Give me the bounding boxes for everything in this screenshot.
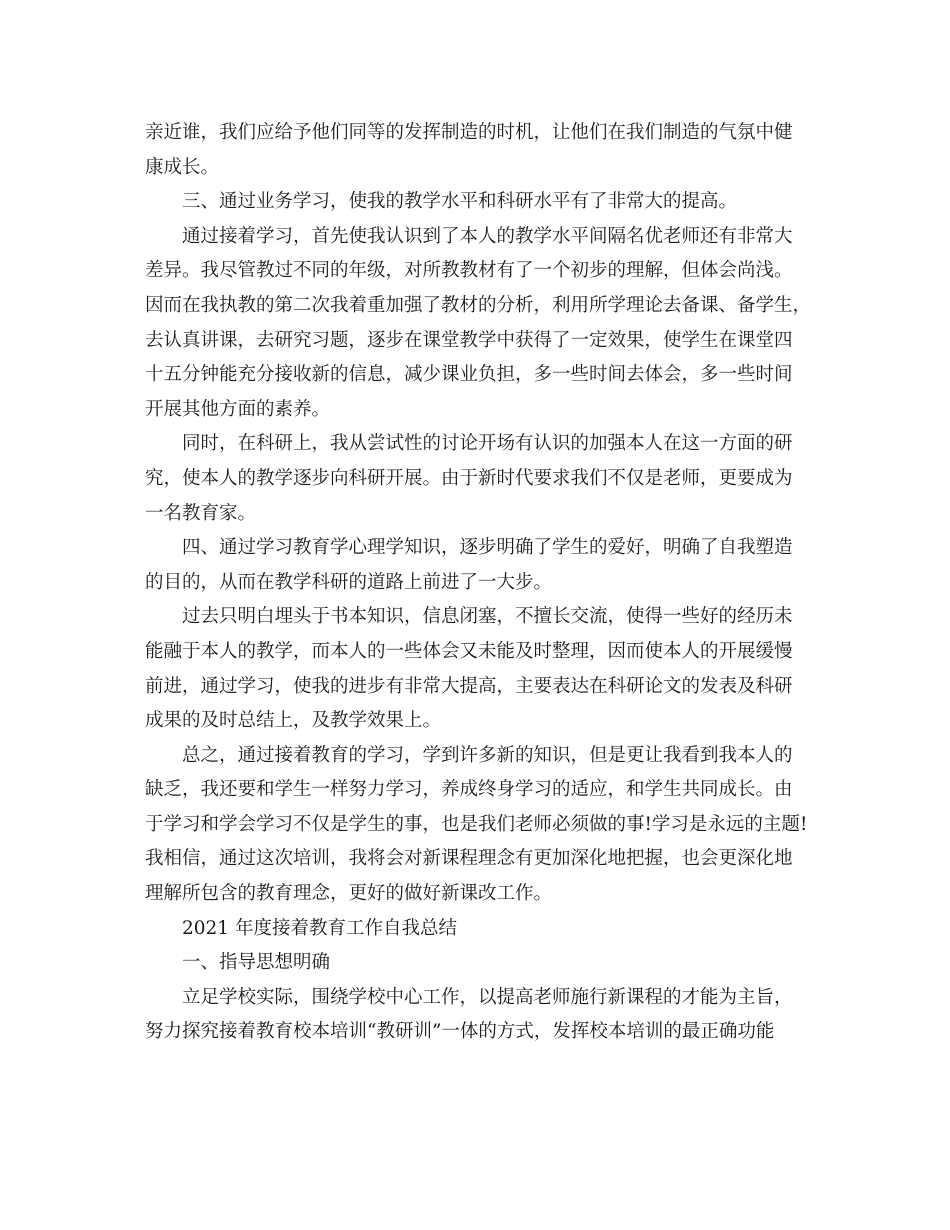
text-line: 我相信，通过这次培训，我将会对新课程理念有更加深化地把握，也会更深化地 [145,848,793,870]
section-heading-1: 一、指导思想明确 [182,952,331,974]
text-line: 努力探究接着教育校本培训“教研训”一体的方式，发挥校本培训的最正确功能 [145,1021,775,1043]
section-heading-3: 三、通过业务学习，使我的教学水平和科研水平有了非常大的提高。 [182,191,738,213]
text-line: 的目的，从而在教学科研的道路上前进了一大步。 [145,571,553,593]
text-line: 开展其他方面的素养。 [145,398,331,420]
section-heading-4: 四、通过学习教育学心理学知识，逐步明确了学生的爱好，明确了自我塑造 [182,537,793,559]
text-line: 能融于本人的教学，而本人的一些体会又未能及时整理，因而使本人的开展缓慢 [145,640,793,662]
text-line: 康成长。 [145,156,220,178]
text-line: 因而在我执教的第二次我着重加强了教材的分析，利用所学理论去备课、备学生， [145,294,812,316]
text-line: 通过接着学习，首先使我认识到了本人的教学水平间隔名优老师还有非常大 [182,225,793,247]
text-line: 一名教育家。 [145,502,257,524]
text-line: 总之，通过接着教育的学习，学到许多新的知识，但是更让我看到我本人的 [182,744,793,766]
text-line: 差异。我尽管教过不同的年级，对所教教材有了一个初步的理解，但体会尚浅。 [145,260,793,282]
text-line: 缺乏，我还要和学生一样努力学习，养成终身学习的适应，和学生共同成长。由 [145,779,793,801]
text-line: 究，使本人的教学逐步向科研开展。由于新时代要求我们不仅是老师，更要成为 [145,467,793,489]
text-line: 同时，在科研上，我从尝试性的讨论开场有认识的加强本人在这一方面的研 [182,433,793,455]
text-line: 亲近谁，我们应给予他们同等的发挥制造的时机，让他们在我们制造的气氛中健 [145,122,793,143]
document-subtitle: 2021 年度接着教育工作自我总结 [182,917,457,939]
text-line: 十五分钟能充分接收新的信息，减少课业负担，多一些时间去体会，多一些时间 [145,364,793,386]
text-line: 成果的及时总结上，及教学效果上。 [145,710,442,732]
text-line: 前进，通过学习，使我的进步有非常大提高，主要表达在科研论文的发表及科研 [145,675,793,697]
text-line: 于学习和学会学习不仅是学生的事，也是我们老师必须做的事!学习是永远的主题! [145,813,808,835]
text-line: 立足学校实际，围绕学校中心工作，以提高老师施行新课程的才能为主旨， [182,986,793,1008]
text-line: 去认真讲课，去研究习题，逐步在课堂教学中获得了一定效果，使学生在课堂四 [145,329,793,351]
text-line: 过去只明白埋头于书本知识，信息闭塞，不擅长交流，使得一些好的经历未 [182,606,793,628]
document-body [145,116,812,1050]
text-line: 理解所包含的教育理念，更好的做好新课改工作。 [145,883,553,905]
